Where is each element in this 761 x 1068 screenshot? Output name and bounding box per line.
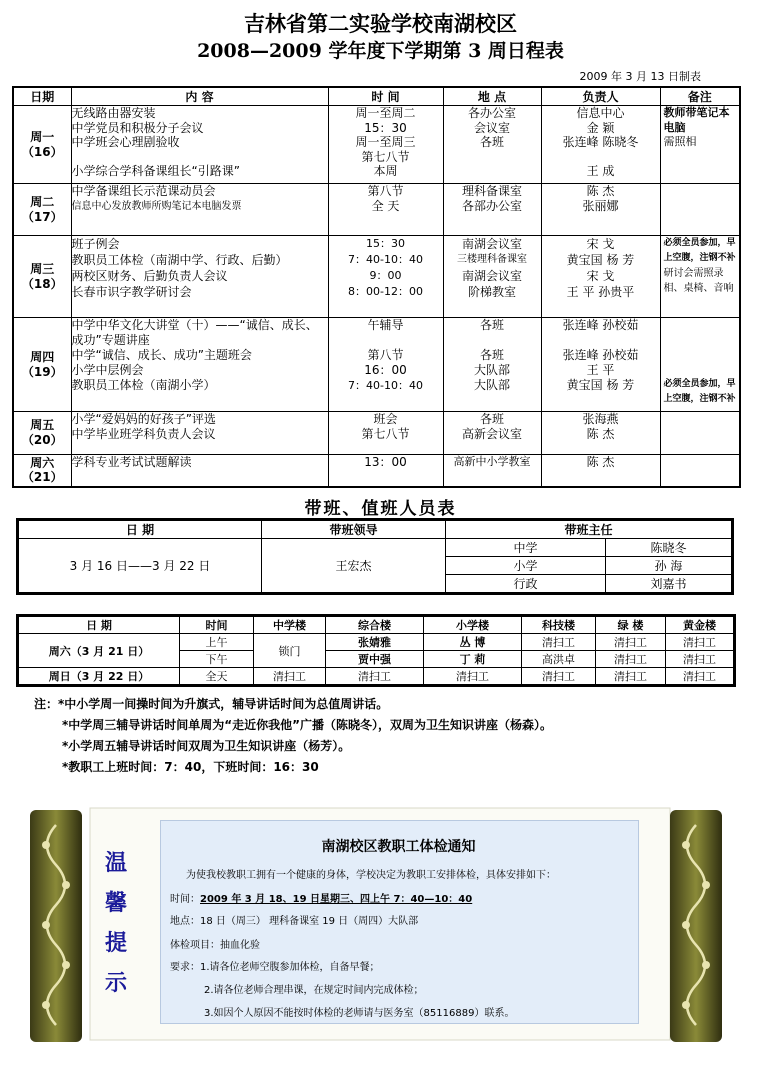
duty-teacher: 陈晓冬 <box>606 539 733 557</box>
content-line: 班子例会 <box>71 237 120 251</box>
place-line: 高新中小学教室 <box>453 455 531 468</box>
note-line: 需照相 <box>663 135 697 149</box>
tip-char: 馨 <box>105 890 128 916</box>
weekend-duty-table <box>16 614 736 687</box>
content-cell <box>71 412 328 455</box>
time-line <box>329 333 443 348</box>
weekend-row-sat-am <box>18 634 735 651</box>
duty-table <box>16 518 734 595</box>
place-line: 理科备课室 <box>461 184 522 198</box>
notice-place: 地点：18 日（周三） 理科备课室 19 日（周四）大队部 <box>170 916 419 927</box>
person-line: 陈 杰 <box>586 426 615 441</box>
person-line: 金 颖 <box>586 120 615 135</box>
weekend-row-sun <box>18 668 735 686</box>
place-line: 各班 <box>479 135 504 150</box>
place-cell <box>443 318 541 412</box>
duty-dept: 行政 <box>446 575 606 594</box>
wk-cell: 清扫工 <box>254 668 326 686</box>
col-place: 地 点 <box>443 87 541 106</box>
content-line: 两校区财务、后勤负责人会议 <box>71 269 228 283</box>
time-line: 8：00-12：00 <box>348 285 423 298</box>
time-line: 班会 <box>373 412 398 426</box>
notes-prefix: 注： <box>34 697 59 711</box>
place-line: 阶梯教室 <box>467 285 516 299</box>
place-cell <box>443 106 541 184</box>
content-line <box>72 150 328 165</box>
place-line: 各办公室 <box>467 106 516 120</box>
content-cell <box>71 106 328 184</box>
wk-sun-label: 周日（3 月 22 日） <box>18 668 180 686</box>
content-cell <box>71 455 328 487</box>
wk-cell: 清扫工 <box>666 651 735 668</box>
content-line: 教职员工体检（南湖中学、行政、后勤） <box>71 253 288 267</box>
col-note: 备注 <box>660 87 740 106</box>
person-line: 宋 戈 <box>586 269 615 283</box>
wk-header: 科技楼 <box>522 616 596 634</box>
duty-title: 带班、值班人员表 <box>304 499 457 519</box>
wk-cell: 清扫工 <box>596 668 666 686</box>
note-line: 教师带笔记本电脑 <box>663 106 730 134</box>
time-line: 周一至周三 <box>355 135 416 150</box>
schedule-subtitle: 2008—2009 学年度下学期第 3 周日程表 <box>197 40 564 62</box>
note-line: 必须全员参加，早上空腹，注钢不补 <box>663 379 736 404</box>
wk-time: 全天 <box>180 668 254 686</box>
wk-cell: 清扫工 <box>326 668 424 686</box>
duty-header-leader: 带班领导 <box>262 520 446 539</box>
time-line: 15：30 <box>364 120 407 135</box>
place-line: 三楼理科备课室 <box>457 254 527 265</box>
notice-req-row <box>170 958 380 973</box>
notice-time-value: 2009 年 3 月 18、19 日星期三、四上午 7：40—10：40 <box>200 894 473 905</box>
notice-req: 2.请各位老师合理串课，在规定时间内完成体检； <box>204 985 424 996</box>
person-line: 张连峰 孙校茹 <box>562 318 639 332</box>
day-name: 周四 <box>30 349 55 364</box>
day-name: 周二 <box>30 194 55 209</box>
duty-row <box>18 539 733 557</box>
note-cell <box>660 412 740 455</box>
wk-cell: 丁 莉 <box>424 651 522 668</box>
note-cell <box>660 318 740 412</box>
time-line: 本周 <box>373 164 398 179</box>
note-line: 研讨会需照录相、桌椅、音响 <box>663 268 734 294</box>
wk-sat-label: 周六（3 月 21 日） <box>18 634 180 668</box>
place-line: 高新会议室 <box>461 426 522 441</box>
content-line: 小学“爱妈妈的好孩子”评选 <box>71 412 216 426</box>
wk-time: 上午 <box>180 634 254 651</box>
time-cell <box>328 318 443 412</box>
wk-cell: 高洪卓 <box>522 651 596 668</box>
day-date: （17） <box>21 209 63 224</box>
wk-cell: 清扫工 <box>666 668 735 686</box>
note-cell <box>660 106 740 184</box>
wk-header: 时间 <box>180 616 254 634</box>
schedule-row-friday <box>13 412 740 455</box>
content-line: 长春市识字教学研讨会 <box>71 285 192 299</box>
wk-cell: 丛 博 <box>424 634 522 651</box>
time-line: 第八节 <box>367 348 404 362</box>
wk-cell: 清扫工 <box>596 651 666 668</box>
place-line: 各部办公室 <box>461 198 522 213</box>
time-line: 7：40-10：40 <box>348 379 423 392</box>
duty-header-date: 日 期 <box>18 520 262 539</box>
note-cell <box>660 184 740 236</box>
col-content: 内 容 <box>71 87 328 106</box>
col-person: 负责人 <box>541 87 660 106</box>
place-line: 南湖会议室 <box>461 237 522 251</box>
schedule-row-thursday <box>13 318 740 412</box>
duty-teacher: 孙 海 <box>606 557 733 575</box>
person-line <box>542 333 660 348</box>
time-line: 9：00 <box>369 269 402 282</box>
place-line <box>444 333 541 348</box>
time-line: 13：00 <box>364 455 407 469</box>
schedule-header-row <box>13 87 740 106</box>
content-line: 中学毕业班学科负责人会议 <box>71 426 216 441</box>
place-line: 各班 <box>479 318 504 332</box>
content-line: 小学中层例会 <box>71 363 144 377</box>
day-cell <box>13 318 71 412</box>
time-line: 7：40-10：40 <box>348 253 423 266</box>
day-date: （21） <box>21 470 63 485</box>
wk-time: 下午 <box>180 651 254 668</box>
tip-char: 温 <box>105 850 128 876</box>
person-line: 张海燕 <box>582 412 619 426</box>
note-item: *教职工上班时间：7：40，下班时间：16：30 <box>62 760 319 774</box>
content-line: 学科专业考试试题解读 <box>71 455 192 469</box>
day-name: 周六 <box>30 455 55 470</box>
school-title: 吉林省第二实验学校南湖校区 <box>244 11 517 36</box>
content-line: 无线路由器安装 <box>71 106 156 120</box>
place-line: 大队部 <box>473 363 510 377</box>
time-cell <box>328 236 443 318</box>
weekly-schedule-table <box>12 86 741 488</box>
content-line: 中学党员和积极分子会议 <box>71 120 204 135</box>
col-time: 时 间 <box>328 87 443 106</box>
content-cell <box>71 318 328 412</box>
person-line: 王 成 <box>586 164 615 179</box>
person-cell <box>541 455 660 487</box>
tip-char: 提 <box>105 930 128 956</box>
made-date: 2009 年 3 月 13 日制表 <box>579 70 701 83</box>
wk-cell: 张婧雅 <box>326 634 424 651</box>
time-line: 第七八节 <box>361 426 410 441</box>
day-name: 周三 <box>30 261 55 276</box>
duty-dept: 小学 <box>446 557 606 575</box>
wk-lock: 锁门 <box>254 634 326 668</box>
note-line: 必须全员参加，早上空腹，注钢不补 <box>663 238 736 263</box>
note-item <box>34 694 552 715</box>
time-cell <box>328 412 443 455</box>
content-line: 教职员工体检（南湖小学） <box>71 378 216 392</box>
day-cell <box>13 236 71 318</box>
wk-header: 中学楼 <box>254 616 326 634</box>
note-cell <box>660 455 740 487</box>
notice-req-label: 要求： <box>170 962 200 973</box>
day-date: （19） <box>21 364 63 379</box>
notice-items: 体检项目：抽血化验 <box>170 940 260 951</box>
person-cell <box>541 236 660 318</box>
wk-cell: 清扫工 <box>522 668 596 686</box>
note-item: *小学周五辅导讲话时间双周为卫生知识讲座（杨芳）。 <box>62 739 351 753</box>
duty-header-row <box>18 520 733 539</box>
place-line: 会议室 <box>473 120 510 135</box>
wk-header: 绿 楼 <box>596 616 666 634</box>
wk-cell: 清扫工 <box>666 634 735 651</box>
schedule-row-saturday <box>13 455 740 487</box>
time-cell <box>328 184 443 236</box>
day-date: （20） <box>21 433 63 447</box>
schedule-row-tuesday <box>13 184 740 236</box>
notice-time-label: 时间： <box>170 894 200 905</box>
person-line: 陈 杰 <box>586 455 615 469</box>
time-line: 午辅导 <box>367 318 404 332</box>
place-cell <box>443 455 541 487</box>
duty-teacher: 刘嘉书 <box>606 575 733 594</box>
person-cell <box>541 318 660 412</box>
content-line: 小学综合学科备课组长“引路课” <box>71 164 240 179</box>
content-cell <box>71 184 328 236</box>
place-cell <box>443 184 541 236</box>
person-line: 陈 杰 <box>586 184 615 198</box>
place-cell <box>443 236 541 318</box>
time-line: 16：00 <box>364 363 407 377</box>
person-cell <box>541 412 660 455</box>
person-cell <box>541 106 660 184</box>
day-cell <box>13 184 71 236</box>
day-cell <box>13 106 71 184</box>
note-text: *中小学周一间操时间为升旗式，辅导讲话时间为总值周讲话。 <box>58 697 389 711</box>
day-name: 周一 <box>30 129 55 144</box>
place-line: 各班 <box>479 348 504 362</box>
person-line: 王 平 <box>586 363 615 377</box>
notes-block <box>34 694 552 778</box>
time-line: 15：30 <box>366 237 405 250</box>
person-line: 信息中心 <box>576 106 625 120</box>
place-line: 南湖会议室 <box>461 269 522 283</box>
notice-time-row <box>170 890 472 905</box>
person-line: 张连峰 陈晓冬 <box>562 135 639 150</box>
notice-intro: 为使我校教职工拥有一个健康的身体，学校决定为教职工安排体检，具体安排如下： <box>186 870 556 881</box>
wk-header: 小学楼 <box>424 616 522 634</box>
wk-cell: 清扫工 <box>522 634 596 651</box>
wk-header: 黄金楼 <box>666 616 735 634</box>
person-line <box>542 150 660 165</box>
col-date: 日期 <box>13 87 71 106</box>
day-date: （18） <box>21 276 63 291</box>
time-cell <box>328 106 443 184</box>
duty-dept: 中学 <box>446 539 606 557</box>
content-cell <box>71 236 328 318</box>
content-line: 中学备课组长示范课动员会 <box>71 184 216 198</box>
person-line: 黄宝国 杨 芳 <box>566 253 635 267</box>
content-line: 中学中华文化大讲堂（十）——“诚信、成长、成功”专题讲座 <box>71 318 318 347</box>
schedule-row-monday <box>13 106 740 184</box>
note-cell <box>660 236 740 318</box>
schedule-row-wednesday <box>13 236 740 318</box>
content-line: 中学班会心理剧验收 <box>71 135 180 150</box>
place-line: 大队部 <box>473 378 510 392</box>
day-name: 周五 <box>30 418 55 433</box>
time-line: 全 天 <box>371 198 400 213</box>
time-line: 周一至周二 <box>355 106 416 120</box>
duty-period: 3 月 16 日——3 月 22 日 <box>18 539 262 594</box>
notice-req: 3.如因个人原因不能按时体检的老师请与医务室（85116889）联系。 <box>204 1008 515 1019</box>
wk-cell: 贾中强 <box>326 651 424 668</box>
person-line: 张丽娜 <box>582 198 619 213</box>
person-cell <box>541 184 660 236</box>
wk-cell: 清扫工 <box>424 668 522 686</box>
person-line: 王 平 孙贵平 <box>566 285 635 299</box>
content-line: 中学“诚信、成长、成功”主题班会 <box>71 348 252 362</box>
notice-title: 南湖校区教职工体检通知 <box>321 839 476 855</box>
notice-req: 1.请各位老师空腹参加体检，自备早餐； <box>200 962 380 973</box>
place-cell <box>443 412 541 455</box>
duty-leader: 王宏杰 <box>262 539 446 594</box>
duty-header-teacher: 带班主任 <box>446 520 733 539</box>
weekend-header-row <box>18 616 735 634</box>
time-cell <box>328 455 443 487</box>
time-line: 第八节 <box>367 184 404 198</box>
wk-cell: 清扫工 <box>596 634 666 651</box>
person-line: 宋 戈 <box>586 237 615 251</box>
day-date: （16） <box>21 144 63 159</box>
person-line: 黄宝国 杨 芳 <box>566 378 635 392</box>
tip-char: 示 <box>105 970 128 996</box>
place-line: 各班 <box>479 412 504 426</box>
person-line: 张连峰 孙校茹 <box>562 348 639 362</box>
content-line: 信息中心发放教师所购笔记本电脑发票 <box>71 200 242 212</box>
note-item: *中学周三辅导讲话时间单周为“走近你我他”广播（陈晓冬），双周为卫生知识讲座（杨森）。 <box>62 718 553 732</box>
time-line: 第七八节 <box>361 149 410 164</box>
day-cell <box>13 412 71 455</box>
wk-header: 综合楼 <box>326 616 424 634</box>
wk-header: 日 期 <box>18 616 180 634</box>
day-cell <box>13 455 71 487</box>
